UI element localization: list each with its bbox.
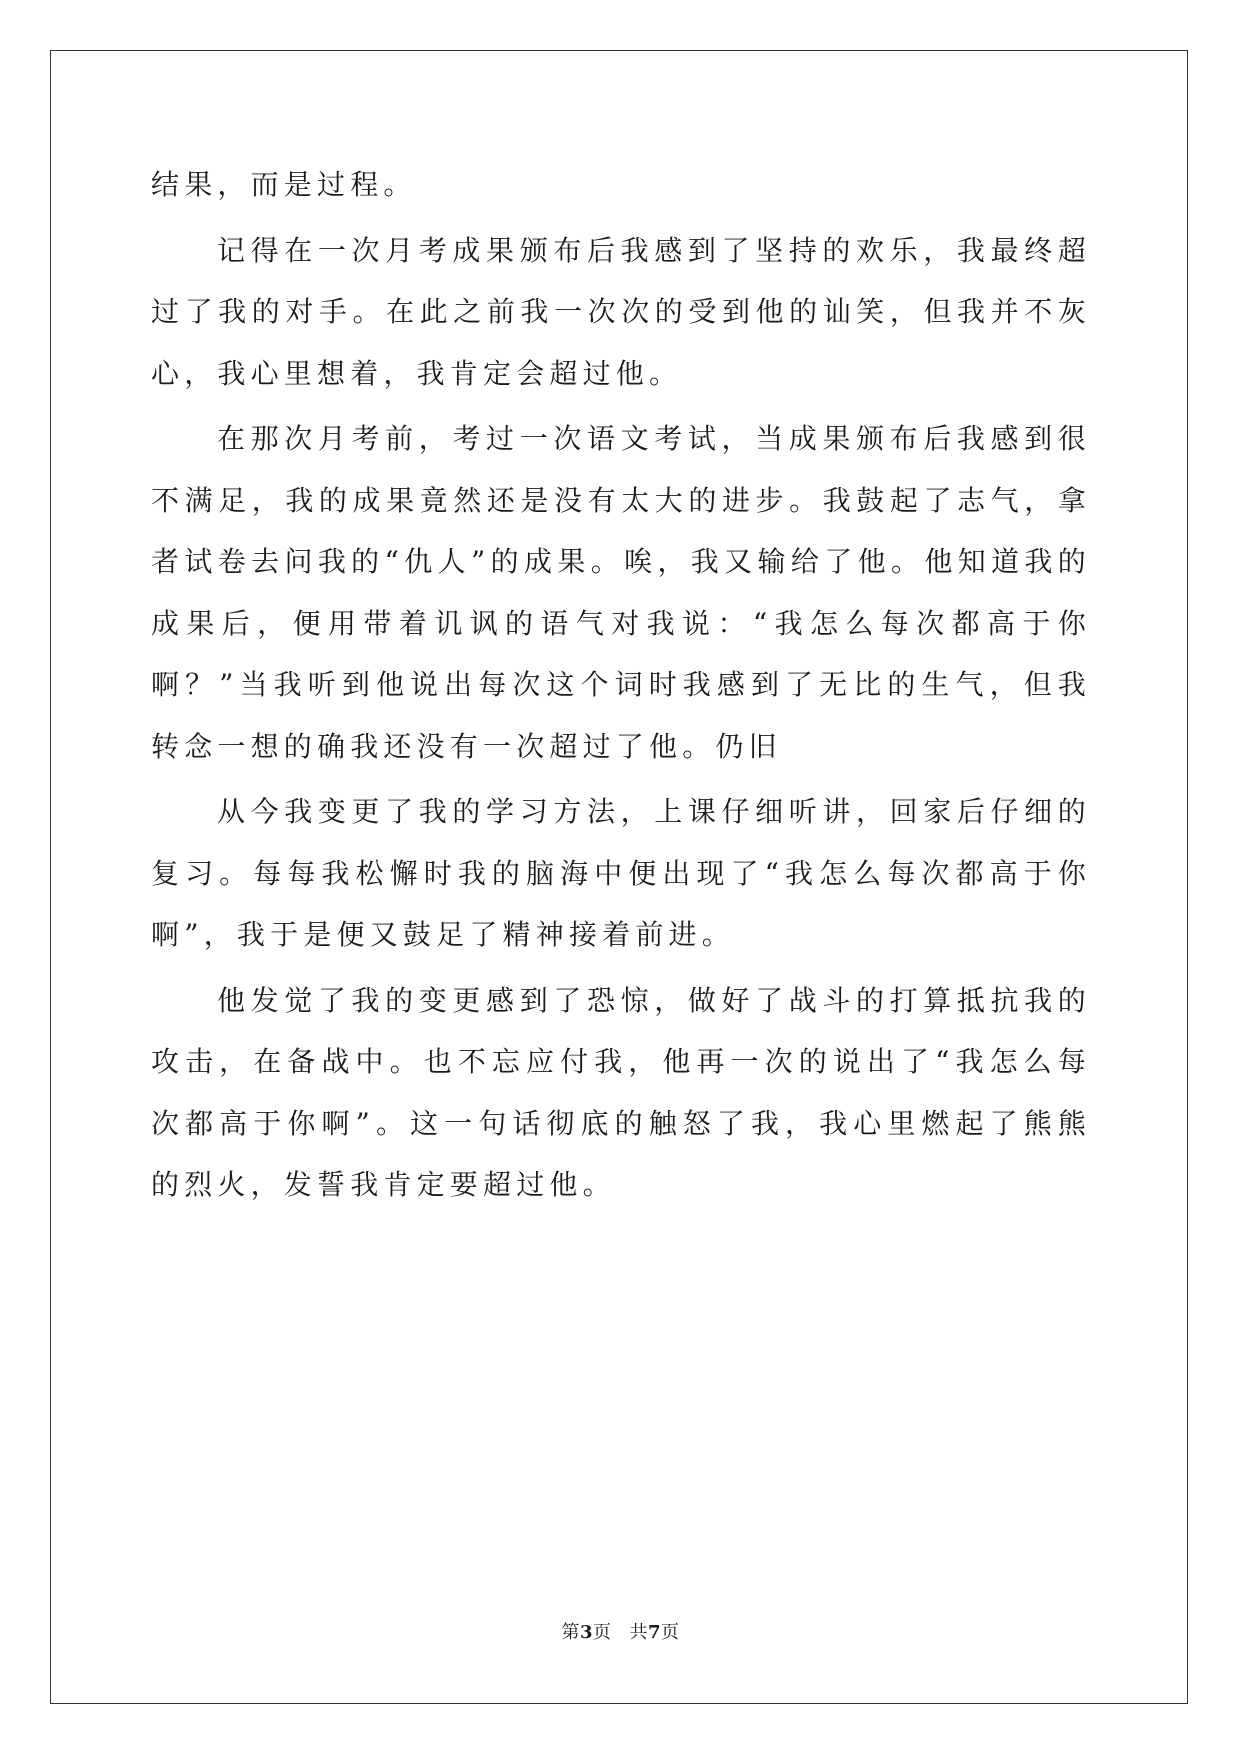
document-body: [151, 154, 1091, 1220]
paragraph-4: 从今我变更了我的学习方法，上课仔细听讲，回家后仔细的复习。每每我松懈时我的脑海中便出现了“我怎么每次都高于你啊”，我于是便又鼓足了精神接着前进。: [151, 795, 1091, 951]
total-suffix: 页: [661, 1622, 680, 1643]
paragraph-1: 结果，而是过程。: [151, 168, 417, 201]
page-prefix: 第: [561, 1622, 580, 1643]
page-number-current: 3: [579, 1622, 593, 1643]
paragraph-3: 在那次月考前，考过一次语文考试，当成果颁布后我感到很不满足，我的成果竟然还是没有太大的进步。我鼓起了志气，拿者试卷去问我的“仇人”的成果。唉，我又输给了他。他知道我的成果后，便用带着讥讽的语气对我说：“我怎么每次都高于你啊？”当我听到他说出每次这个词时我感到了无比的生气，但我转念一想的确我还没有一次超过了他。仍旧: [151, 422, 1091, 763]
page-footer: [0, 1618, 1241, 1644]
page-suffix: 页: [593, 1622, 612, 1643]
paragraph-2: 记得在一次月考成果颁布后我感到了坚持的欢乐，我最终超过了我的对手。在此之前我一次次的受到他的讪笑，但我并不灰心，我心里想着，我肯定会超过他。: [151, 233, 1091, 390]
paragraph-5: 他发觉了我的变更感到了恐惊，做好了战斗的打算抵抗我的攻击，在备战中。也不忘应付我，他再一次的说出了“我怎么每次都高于你啊”。这一句话彻底的触怒了我，我心里燃起了熊熊的烈火，发誓我肯定要超过他。: [151, 983, 1091, 1201]
total-prefix: 共: [629, 1622, 648, 1643]
page-number-total: 7: [648, 1622, 662, 1643]
